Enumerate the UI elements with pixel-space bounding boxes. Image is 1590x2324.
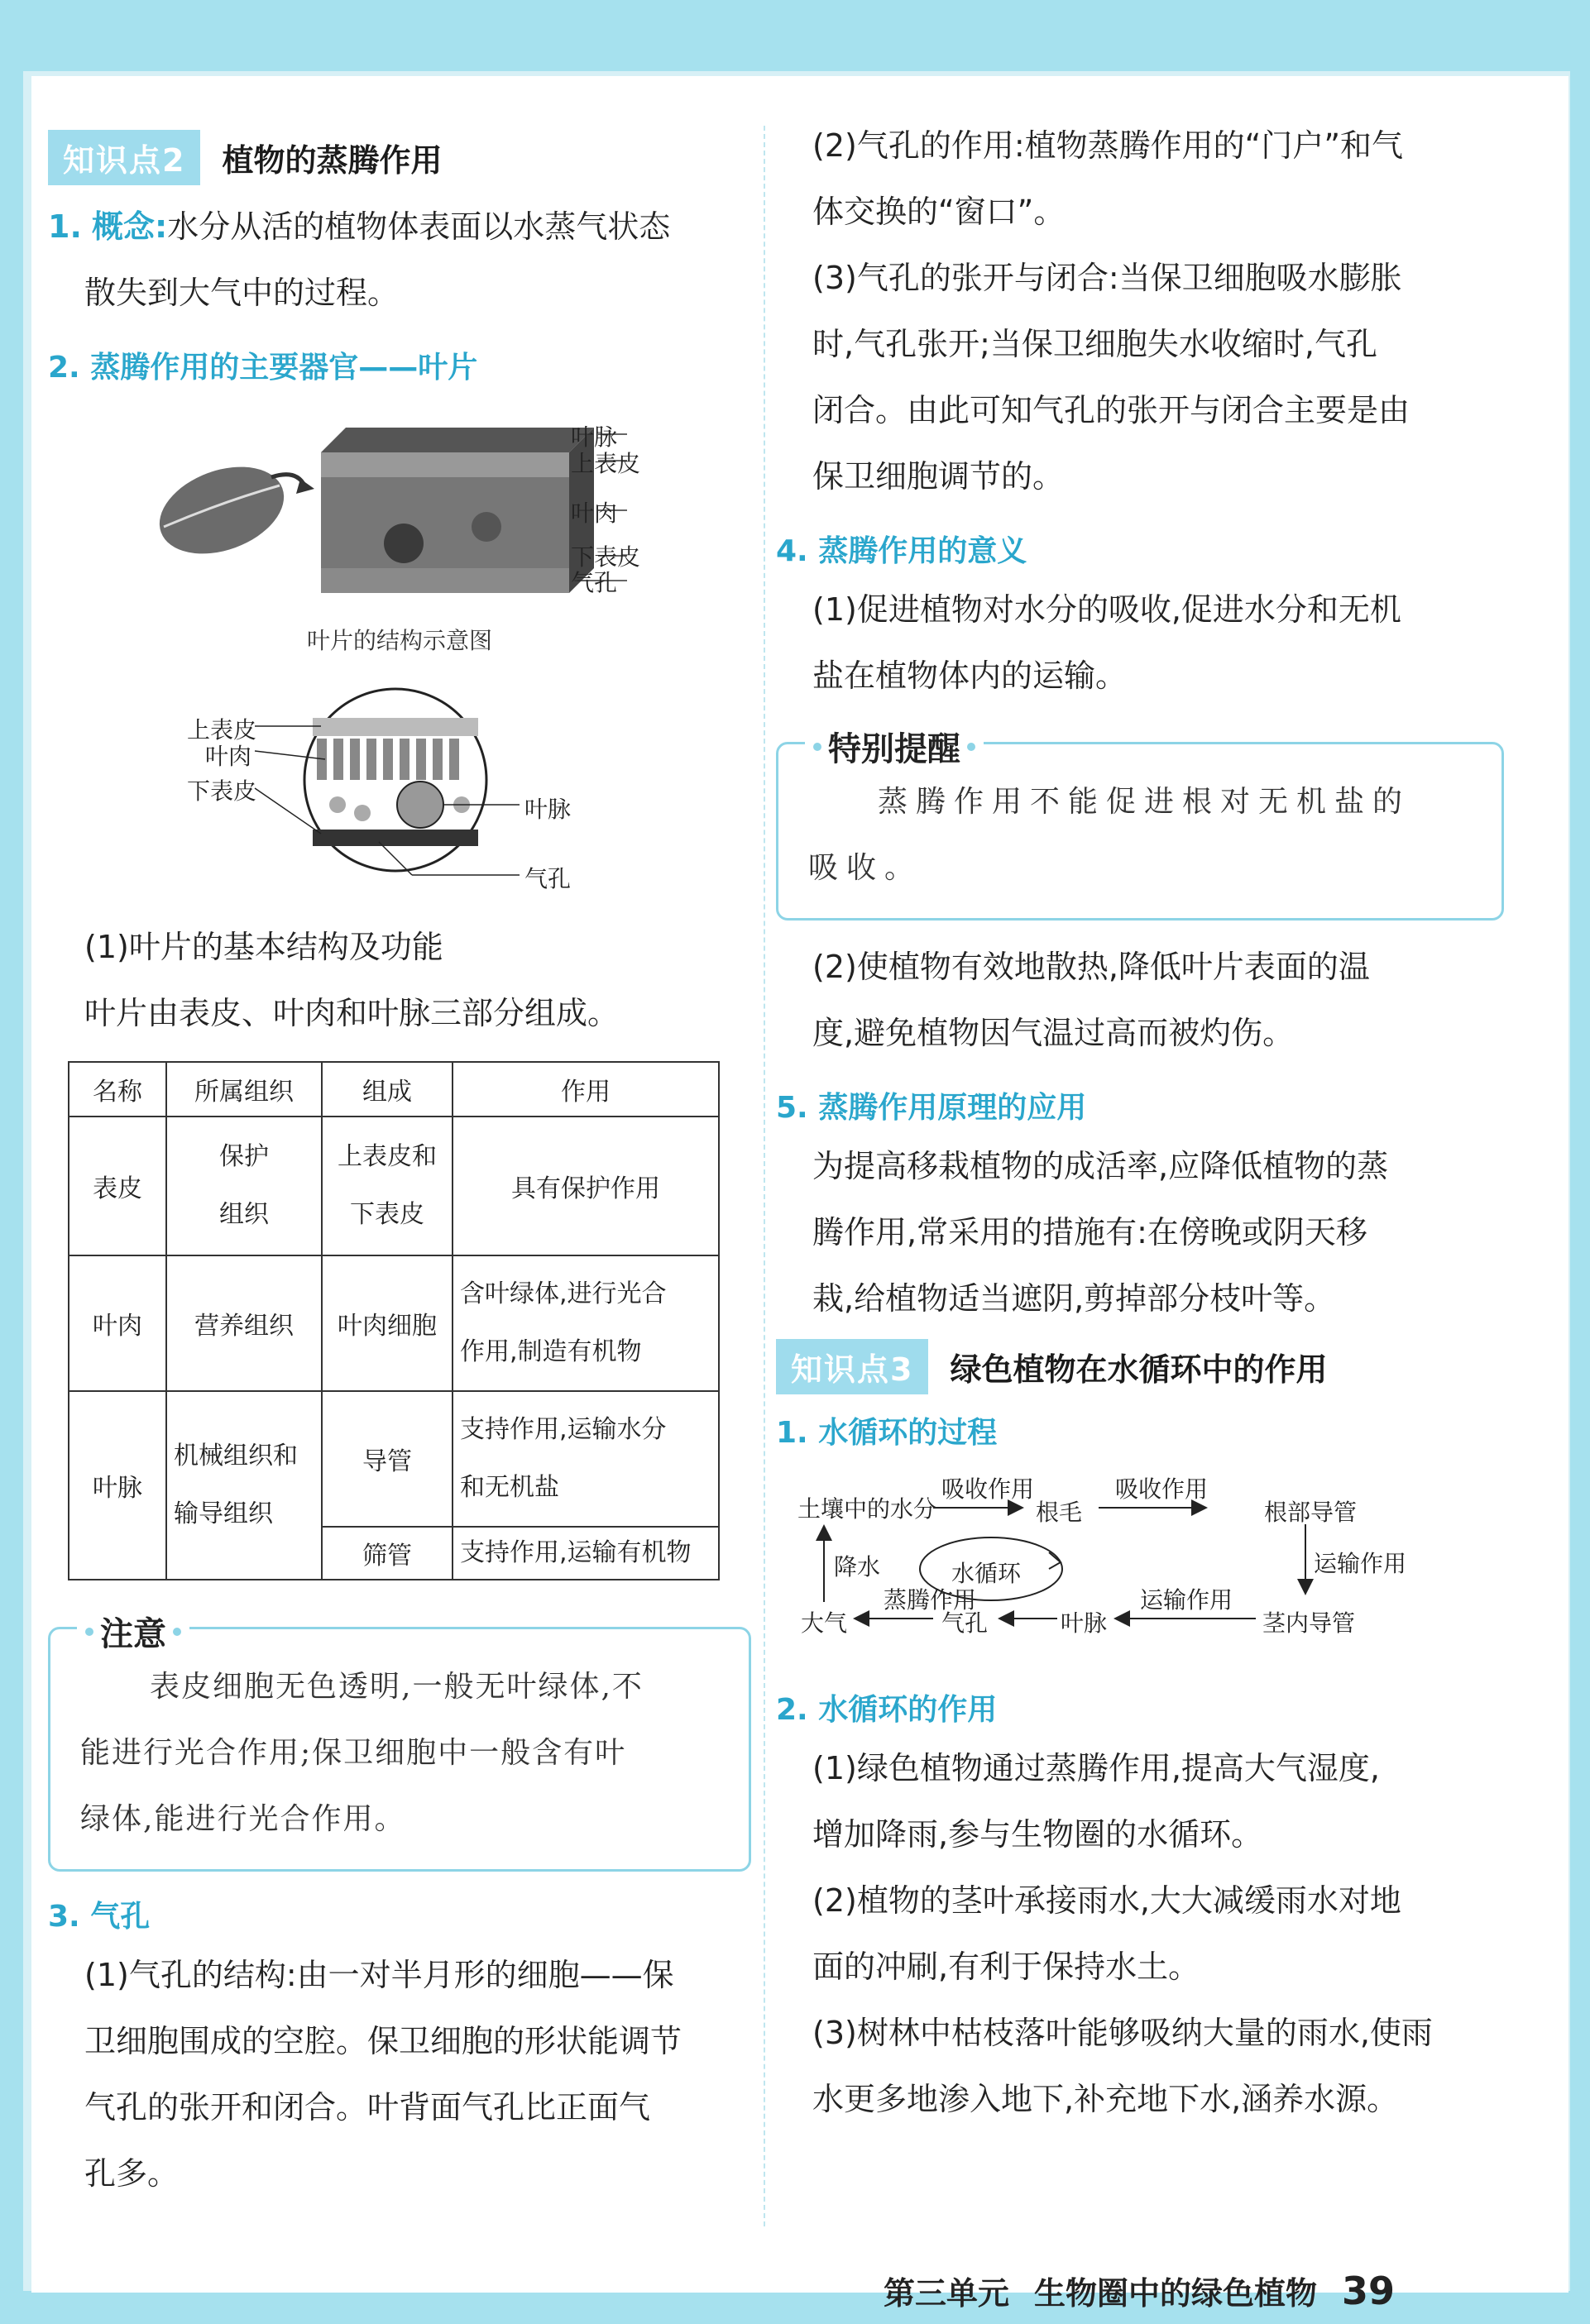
table-cell: 导管 [322,1391,453,1527]
stoma-structure-line: (1)气孔的结构:由一对半月形的细胞——保 [84,1957,674,1993]
bullet-dot-icon [85,1628,93,1636]
table-header-cell: 组成 [322,1062,453,1117]
cycle-heading: 1. 水循环的过程 [776,1416,998,1450]
cycle-node-root-vessel: 根部导管 [1264,1499,1358,1526]
application-line: 腾作用,常采用的措施有:在傍晚或阴天移 [812,1214,1367,1250]
table-cell: 营养组织 [166,1255,322,1391]
stoma-heading: 3. 气孔 [48,1900,151,1934]
cell-line: 和无机盐 [460,1473,559,1502]
table-row [69,1391,719,1527]
knowledge-point-badge: 知识点2 [48,130,200,185]
cycle-edge-precipitation: 降水 [834,1553,881,1580]
concept-line-2: 散失到大气中的过程。 [84,275,400,311]
stoma-function-line: 体交换的“窗口”。 [812,194,1066,230]
role-line: (3)树林中枯枝落叶能够吸纳大量的雨水,使雨 [812,2015,1433,2051]
footer-unit: 第三单元 [884,2275,1010,2312]
cell-line: 机械组织和 [174,1442,298,1470]
table-cell: 表皮 [69,1117,166,1255]
meaning-line: 盐在植物体内的运输。 [812,658,1128,694]
cycle-node-stoma: 气孔 [941,1609,989,1637]
table-cell [166,1117,322,1255]
application-heading: 5. 蒸腾作用原理的应用 [776,1091,1087,1125]
leaf-cross-section-illustration [48,681,751,904]
water-cycle-diagram [776,1470,1504,1668]
left-column [48,76,751,2207]
fig1-label-lower-epidermis: 下表皮 [571,543,641,571]
meaning-line: (1)促进植物对水分的吸收,促进水分和无机 [812,591,1401,628]
role-line: 增加降雨,参与生物圈的水循环。 [812,1816,1263,1853]
page-footer [884,2268,1395,2313]
cycle-center-label: 水循环 [951,1560,1022,1587]
right-border-band [1570,0,1590,2324]
fig2-label-vein: 叶脉 [524,796,572,823]
table-row [69,1255,719,1391]
cycle-edge-transport: 运输作用 [1314,1550,1407,1577]
table-cell: 筛管 [322,1527,453,1580]
bullet-dot-icon [813,743,821,751]
table-cell [322,1117,453,1255]
table-cell: 叶脉 [69,1391,166,1580]
leaf-3d-illustration [48,403,751,618]
fig1-label-upper-epidermis: 上表皮 [571,450,641,477]
fig2-label-lower-epidermis: 下表皮 [187,777,257,805]
cell-line: 上表皮和 [338,1142,437,1171]
concept-number: 1. [48,208,82,245]
stoma-function-line: (2)气孔的作用:植物蒸腾作用的“门户”和气 [812,127,1404,164]
fig1-label-stoma: 气孔 [571,569,618,596]
concept-line-1 [48,194,751,260]
cycle-node-leaf-vein: 叶脉 [1061,1609,1108,1637]
cycle-edge-absorption: 吸收作用 [1115,1475,1209,1503]
knowledge-point-3-header [776,1341,1504,1391]
role-line: 面的冲刷,有利于保持水土。 [812,1949,1200,1985]
reminder-tag [805,723,984,770]
section-title: 绿色植物在水循环中的作用 [950,1351,1328,1388]
stoma-open-close-line: 时,气孔张开;当保卫细胞失水收缩时,气孔 [812,326,1377,362]
cycle-node-stem-vessel: 茎内导管 [1262,1609,1356,1637]
table-cell [166,1391,322,1580]
table-header-row [69,1062,719,1117]
table-header-cell: 所属组织 [166,1062,322,1117]
cycle-node-soil-water: 土壤中的水分 [797,1495,937,1523]
meaning-heading: 4. 蒸腾作用的意义 [776,534,1027,568]
fig2-label-stoma: 气孔 [524,865,572,892]
table-header-cell: 作用 [453,1062,719,1117]
role-line: (2)植物的茎叶承接雨水,大大减缓雨水对地 [812,1882,1401,1919]
column-divider [764,126,765,2226]
structure-title: (1)叶片的基本结构及功能 [84,929,443,965]
page-number: 39 [1342,2269,1396,2313]
application-line: 栽,给植物适当遮阴,剪掉部分枝叶等。 [812,1280,1336,1317]
table-cell [453,1255,719,1391]
leaf-structure-table [68,1061,720,1580]
table-cell: 叶肉 [69,1255,166,1391]
notice-line: 表皮细胞无色透明,一般无叶绿体,不 [150,1670,644,1704]
bullet-dot-icon [173,1628,181,1636]
cell-line: 作用,制造有机物 [460,1337,642,1366]
table-header-cell: 名称 [69,1062,166,1117]
reminder-line: 蒸腾作用不能促进根对无机盐的 [878,785,1411,819]
stoma-structure-line: 孔多。 [84,2155,180,2192]
top-border-band [0,0,1590,71]
footer-title: 生物圈中的绿色植物 [1034,2275,1318,2312]
cycle-edge-transport: 运输作用 [1140,1586,1233,1614]
meaning-line: 度,避免植物因气温过高而被灼伤。 [812,1015,1295,1051]
bullet-dot-icon [967,743,975,751]
knowledge-point-badge: 知识点3 [776,1339,928,1394]
notice-box [48,1615,751,1872]
knowledge-point-2-header [48,132,751,182]
stoma-open-close-line: 保卫细胞调节的。 [812,458,1065,495]
section-title: 植物的蒸腾作用 [222,141,443,179]
reminder-tag-label: 特别提醒 [828,730,960,768]
concept-label: 概念: [91,208,168,245]
cell-line: 保护 [219,1142,269,1171]
figure-caption: 叶片的结构示意图 [306,627,492,654]
meaning-line: (2)使植物有效地散热,降低叶片表面的温 [812,949,1370,985]
stoma-structure-line: 气孔的张开和闭合。叶背面气孔比正面气 [84,2089,651,2126]
special-reminder-box [776,730,1504,921]
organ-heading: 2. 蒸腾作用的主要器官——叶片 [48,351,478,385]
left-border-band [0,0,23,2324]
stoma-open-close-line: 闭合。由此可知气孔的张开与闭合主要是由 [812,392,1410,428]
table-cell: 叶肉细胞 [322,1255,453,1391]
role-line: 水更多地渗入地下,补充地下水,涵养水源。 [812,2081,1399,2117]
table-cell [453,1391,719,1527]
cell-line: 输导组织 [174,1499,273,1528]
fig1-label-vein: 叶脉 [571,423,618,451]
cycle-node-atmosphere: 大气 [801,1609,848,1637]
concept-text: 水分从活的植物体表面以水蒸气状态 [167,208,671,245]
role-heading: 2. 水循环的作用 [776,1693,998,1727]
role-line: (1)绿色植物通过蒸腾作用,提高大气湿度, [812,1750,1380,1786]
fig1-label-mesophyll: 叶肉 [571,500,618,527]
cell-line: 支持作用,运输水分 [460,1415,667,1444]
notice-tag [77,1608,189,1655]
table-cell: 具有保护作用 [453,1117,719,1255]
application-line: 为提高移栽植物的成活率,应降低植物的蒸 [812,1148,1389,1184]
textbook-page [31,76,1568,2313]
cycle-edge-transpiration: 蒸腾作用 [884,1586,977,1614]
notice-line: 能进行光合作用;保卫细胞中一般含有叶 [80,1736,627,1770]
cell-line: 组织 [219,1200,269,1229]
table-cell: 支持作用,运输有机物 [453,1527,719,1580]
cell-line: 含叶绿体,进行光合 [460,1279,667,1308]
notice-line: 绿体,能进行光合作用。 [80,1802,406,1836]
leaf-cross-section-figure [48,681,751,904]
fig2-label-upper-epidermis: 上表皮 [187,716,257,744]
cell-line: 下表皮 [350,1200,424,1229]
cycle-node-root-hair: 根毛 [1036,1499,1083,1526]
reminder-line: 吸收。 [808,851,923,885]
leaf-3d-structure-figure [48,403,751,618]
stoma-structure-line: 卫细胞围成的空腔。保卫细胞的形状能调节 [84,2023,682,2059]
right-column [776,76,1504,2132]
structure-text: 叶片由表皮、叶肉和叶脉三部分组成。 [84,995,620,1031]
notice-tag-label: 注意 [100,1615,166,1653]
stoma-open-close-line: (3)气孔的张开与闭合:当保卫细胞吸水膨胀 [812,260,1402,296]
table-row [69,1117,719,1255]
cycle-edge-absorption: 吸收作用 [941,1475,1035,1503]
fig2-label-mesophyll: 叶肉 [205,743,252,770]
